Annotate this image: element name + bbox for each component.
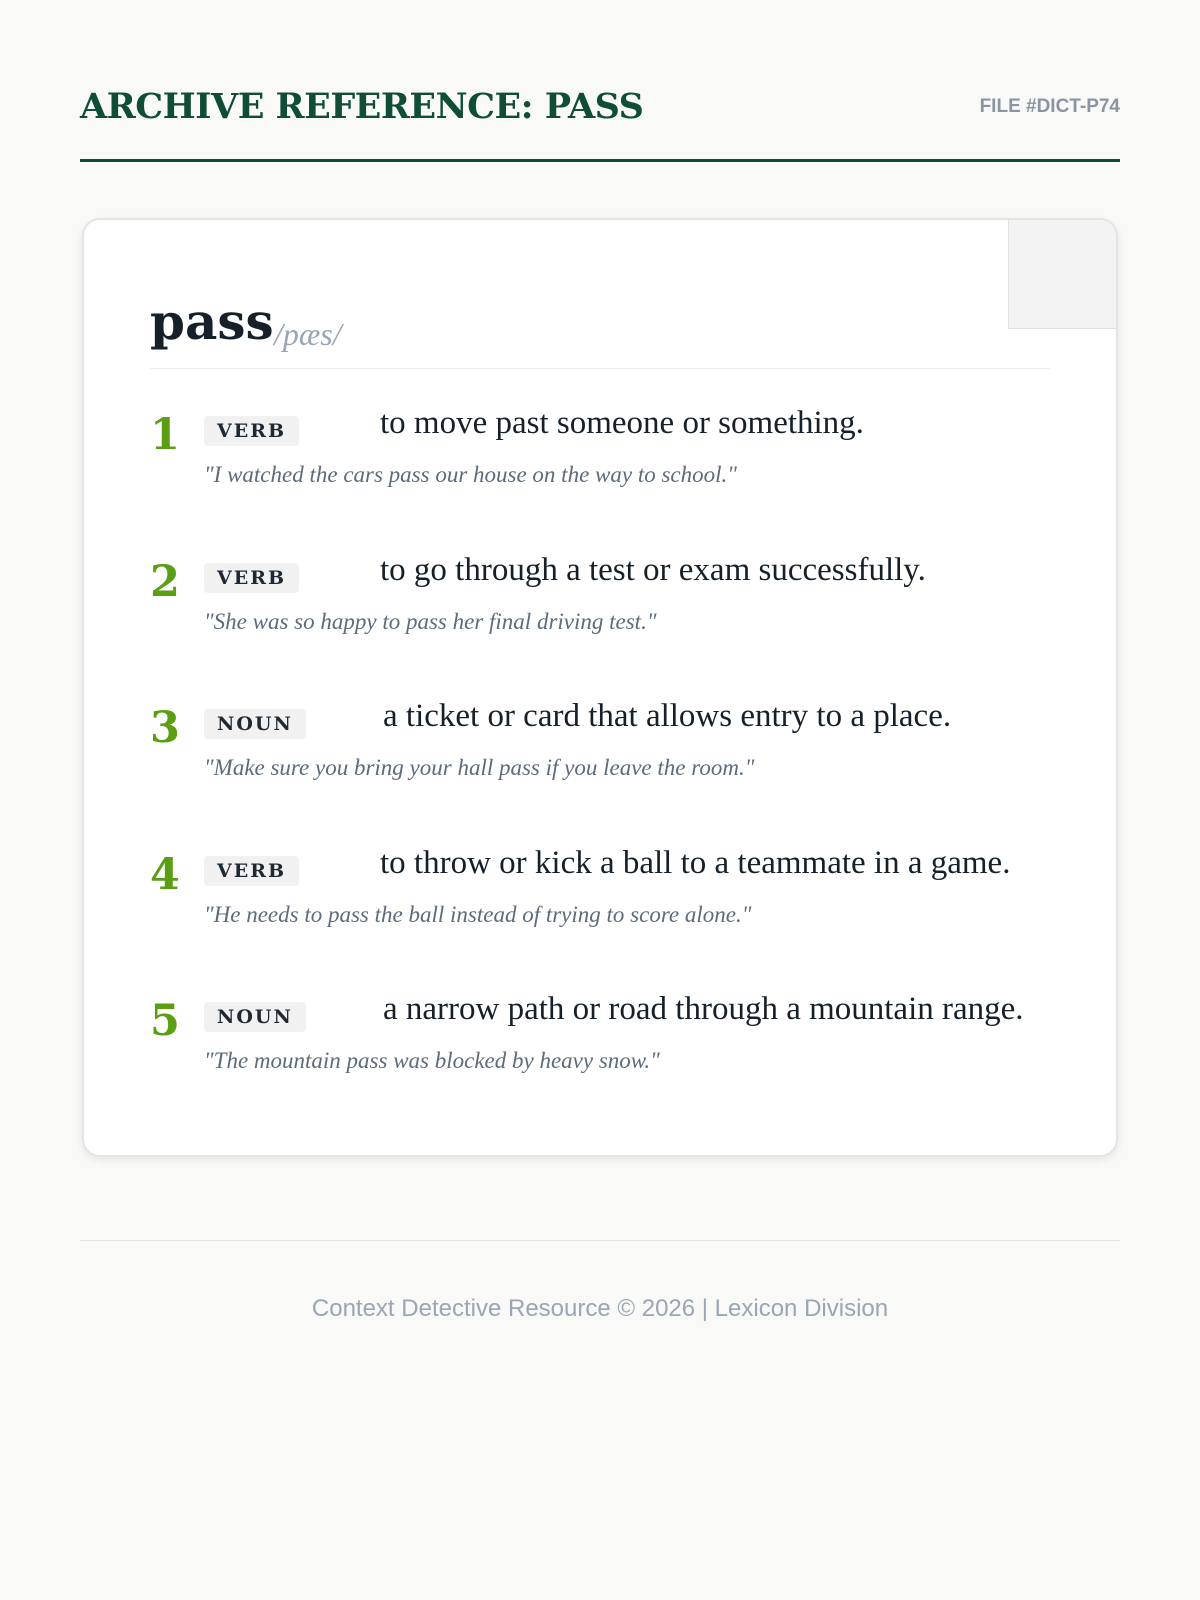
sense-example: "He needs to pass the ball instead of trying to score alone."	[204, 902, 752, 927]
sense-definition: to go through a test or exam successfully.	[380, 552, 926, 588]
sense-definition: a narrow path or road through a mountain range.	[383, 991, 1024, 1027]
footer-divider	[80, 1240, 1120, 1241]
sense-example: "She was so happy to pass her final driving test."	[204, 609, 657, 634]
sense-definition: a ticket or card that allows entry to a place.	[383, 698, 952, 734]
footer-text: Context Detective Resource © 2026 | Lexicon Division	[311, 1295, 889, 1322]
page-header	[80, 80, 1120, 162]
sense-example: "Make sure you bring your hall pass if you leave the room."	[204, 755, 755, 780]
part-of-speech-badge: VERB	[204, 563, 299, 593]
part-of-speech-badge: VERB	[204, 416, 299, 446]
entry-card	[82, 218, 1118, 1157]
headword-row	[150, 292, 1050, 369]
sense-item	[150, 845, 1050, 960]
file-id-label: FILE #DICT-P74	[979, 96, 1120, 117]
sense-definition: to move past someone or something.	[380, 405, 864, 441]
sense-number: 2	[150, 557, 180, 607]
headword: pass	[150, 292, 274, 351]
part-of-speech-badge: VERB	[204, 856, 299, 886]
sense-item	[150, 698, 1050, 813]
sense-number: 4	[150, 850, 180, 900]
sense-number: 3	[150, 703, 180, 753]
sense-number: 1	[150, 410, 180, 460]
sense-item	[150, 991, 1050, 1106]
sense-item	[150, 405, 1050, 520]
sense-definition: to throw or kick a ball to a teammate in a game.	[380, 845, 1011, 881]
part-of-speech-badge: NOUN	[204, 709, 306, 739]
pronunciation: /pæs/	[274, 316, 342, 352]
sense-number: 5	[150, 996, 180, 1046]
sense-example: "I watched the cars pass our house on the way to school."	[204, 462, 737, 487]
page-title: ARCHIVE REFERENCE: PASS	[80, 86, 644, 127]
sense-item	[150, 552, 1050, 667]
sense-example: "The mountain pass was blocked by heavy snow."	[204, 1048, 660, 1073]
part-of-speech-badge: NOUN	[204, 1002, 306, 1032]
